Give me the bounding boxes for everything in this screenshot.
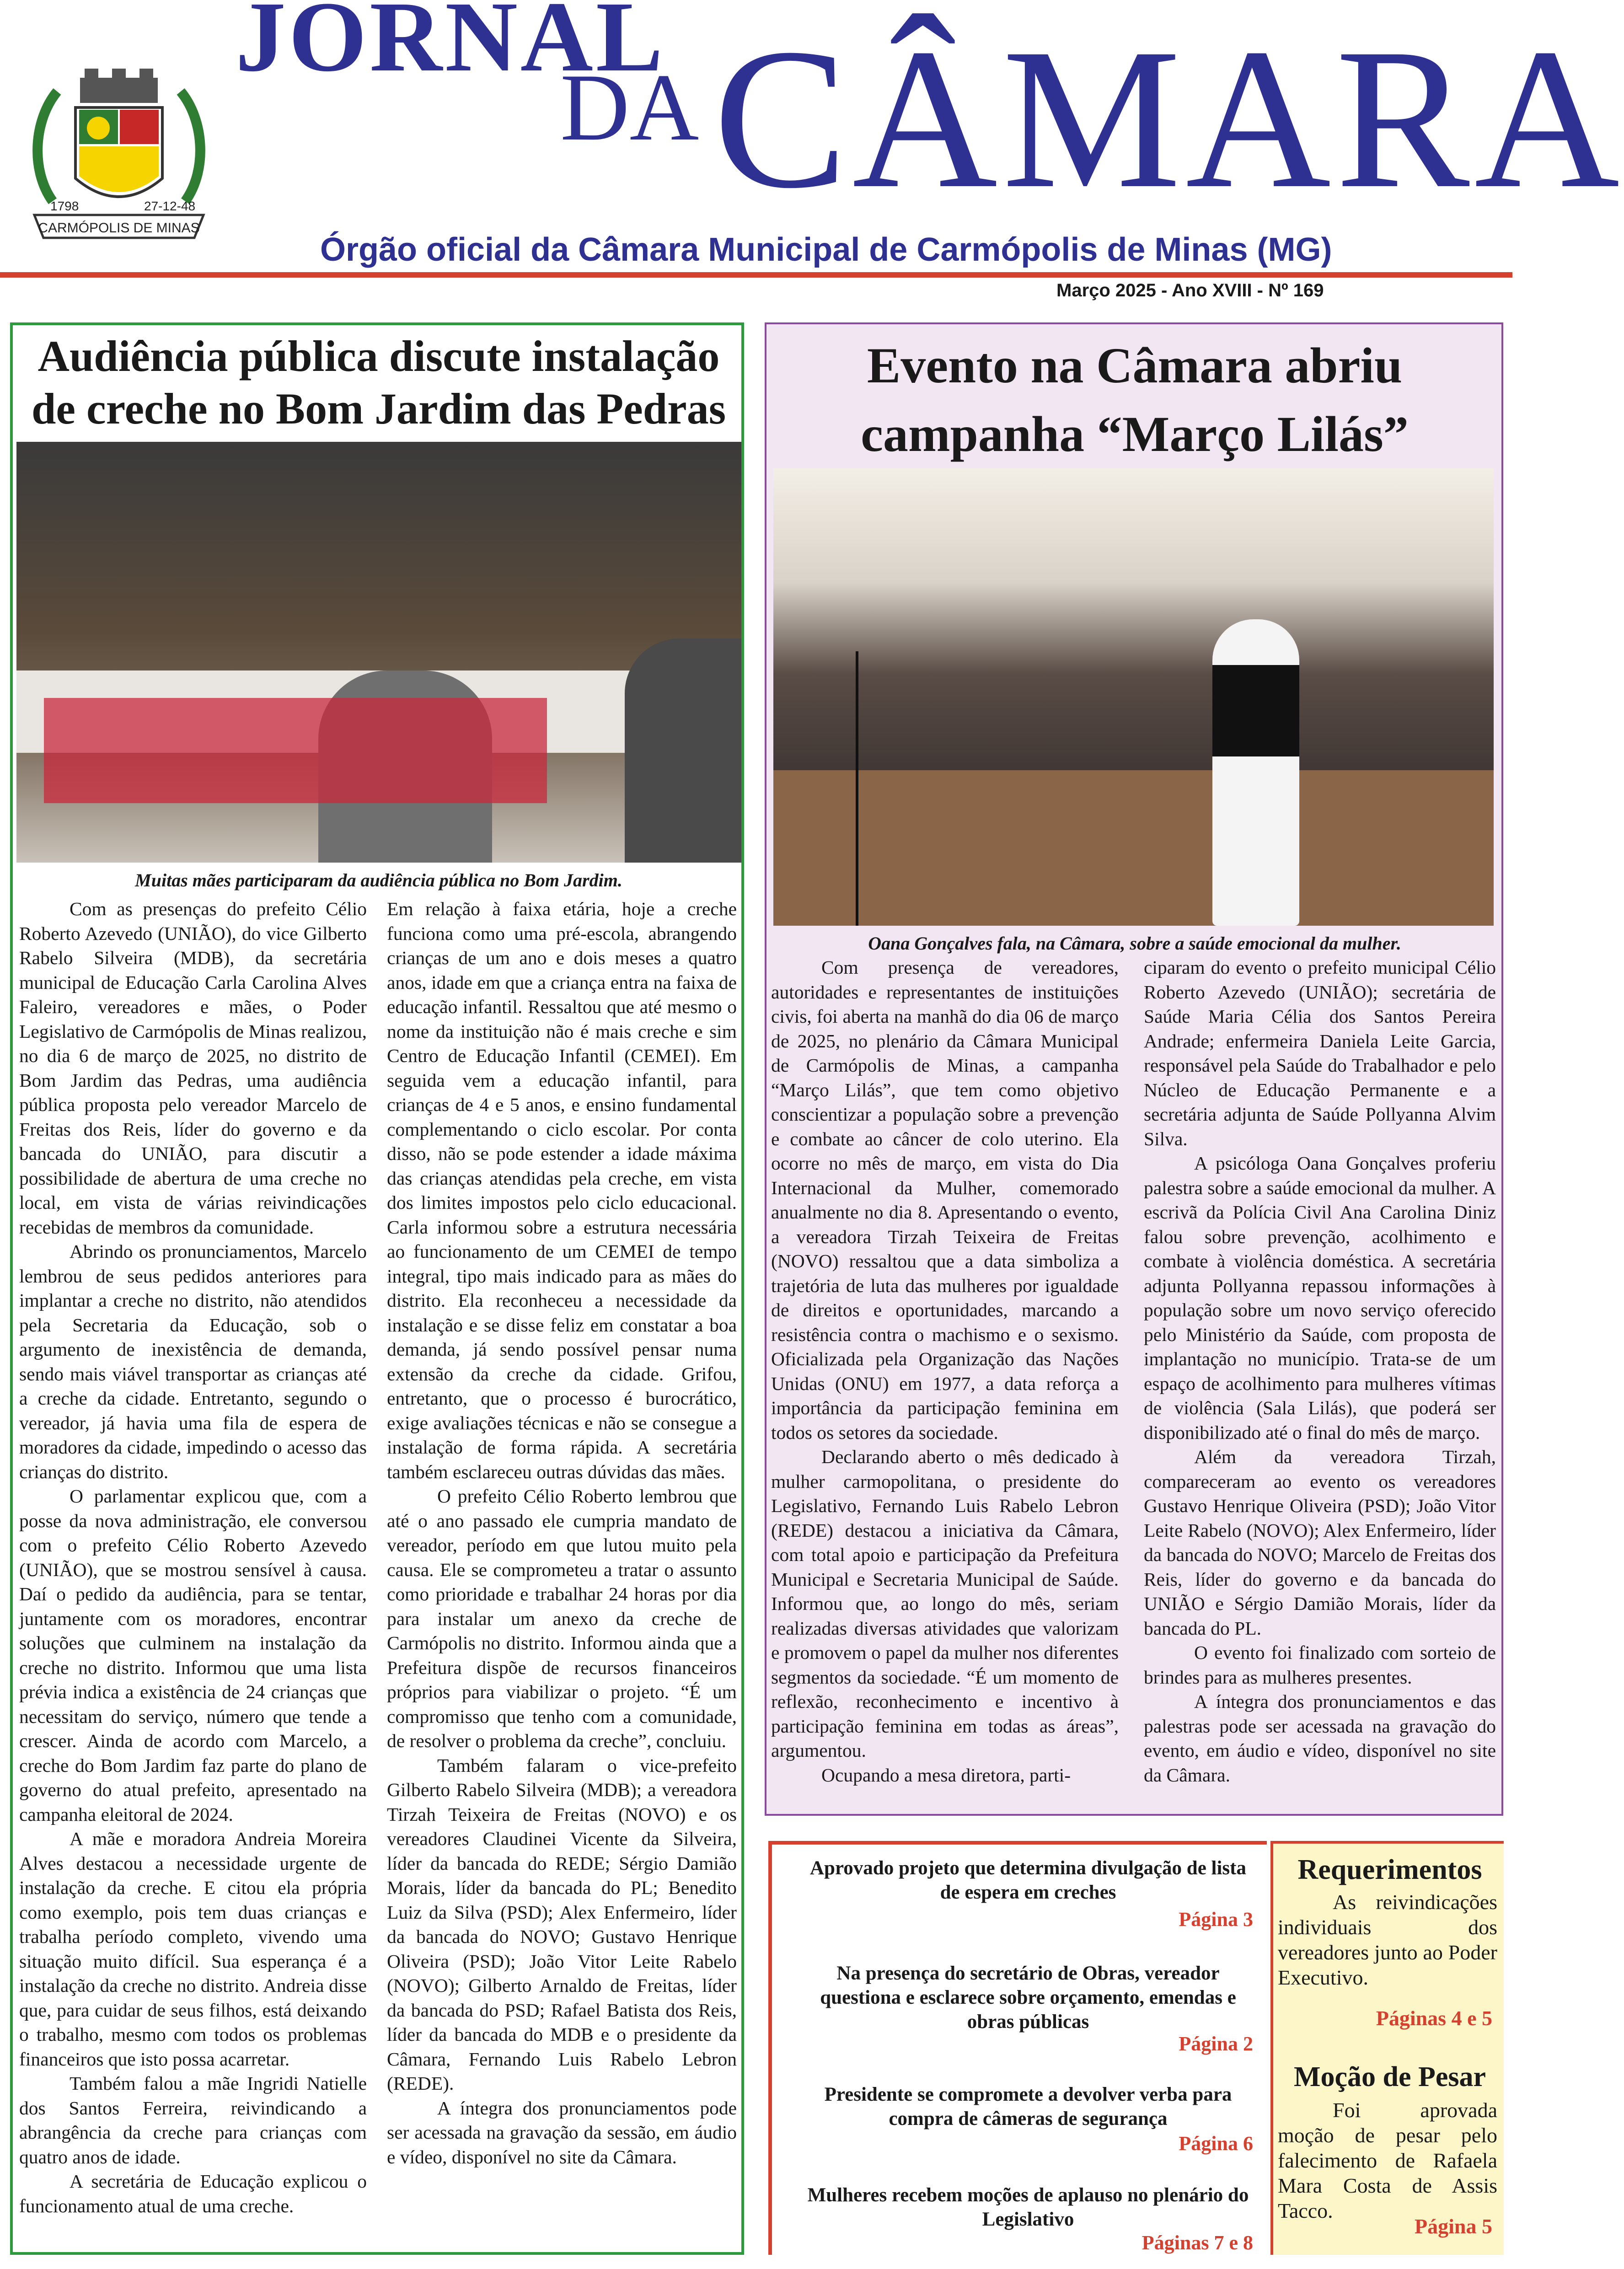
brief-page-ref[interactable]: Página 6 <box>1179 2132 1253 2155</box>
paragraph: Ocupando a mesa diretora, parti- <box>821 1764 1071 1786</box>
mocao-page-ref[interactable]: Página 5 <box>1415 2215 1492 2238</box>
issue-info: Março 2025 - Ano XVIII - Nº 169 <box>1056 280 1324 300</box>
paragraph: O evento foi finalizado com sorteio de brindes para as mulheres presentes. <box>1144 1642 1496 1688</box>
brief-page-ref[interactable]: Página 3 <box>1179 1908 1253 1931</box>
svg-text:1798: 1798 <box>50 199 79 213</box>
paragraph: Também falou a mãe Ingridi Natielle dos Santos Ferreira, reivindicando a abrangência da creche para crianças com quatro anos de idade. <box>19 2073 367 2167</box>
left-article-caption: Muitas mães participaram da audiência pública no Bom Jardim. <box>135 870 622 890</box>
briefs-box <box>768 1841 1267 2255</box>
paragraph: O parlamentar explicou que, com a posse da nova administração, ele conversou com o prefeito Célio Roberto Azevedo (UNIÃO), que se mostrou sensível à causa. Daí o pedido da audiência, para se tentar, juntamente com os moradores, encontrar soluções que culminem na instalação da creche no distrito. Informou que uma lista prévia indica a existência de 24 crianças que necessitam do serviço, número que tende a crescer. Ainda de acordo com Marcelo, a creche do Bom Jardim faz parte do plano de governo do atual prefeito, apresentado na campanha eleitoral de 2024. <box>19 1486 367 1825</box>
brief-headline[interactable]: Aprovado projeto que determina divulgação de lista de espera em creches <box>810 1857 1246 1903</box>
masthead-title-jornal: JORNAL <box>236 0 666 92</box>
svg-text:CARMÓPOLIS DE MINAS: CARMÓPOLIS DE MINAS <box>38 220 200 236</box>
brief-headline[interactable]: Mulheres recebem moções de aplauso no plenário do Legislativo <box>807 2184 1249 2230</box>
right-article-box <box>765 322 1503 1816</box>
left-article-column-2 <box>387 897 737 2169</box>
requerimentos-page-ref[interactable]: Páginas 4 e 5 <box>1376 2006 1492 2030</box>
right-article-caption: Oana Gonçalves fala, na Câmara, sobre a saúde emocional da mulher. <box>868 933 1401 954</box>
right-article-column-2 <box>1144 955 1496 1787</box>
paragraph: Com as presenças do prefeito Célio Roberto Azevedo (UNIÃO), do vice Gilberto Rabelo Silveira (MDB), da secretária municipal de Educação Carla Carolina Alves Faleiro, vereadores e mães, o Poder Legislativo de Carmópolis de Minas realizou, no dia 6 de março de 2025, no distrito de Bom Jardim das Pedras, uma audiência pública proposta pelo vereador Marcelo de Freitas dos Reis, líder do governo e da bancada do UNIÃO, para discutir a possibilidade de abertura de uma creche no local, em vista de várias reivindicações recebidas de membros da comunidade. <box>19 898 367 1238</box>
paragraph: A íntegra dos pronunciamentos pode ser acessada na gravação da sessão, em áudio e vídeo, disponível no site da Câmara. <box>387 2097 737 2167</box>
paragraph: Abrindo os pronunciamentos, Marcelo lembrou de seus pedidos anteriores para implantar a creche no distrito, não atendidos pela Secretaria da Educação, sob o argumento de inexistência de demanda, sendo mais viável transportar as crianças até a creche da cidade. Entretanto, segundo o vereador, já havia uma fila de espera de moradores da cidade, impedindo o acesso das crianças do distrito. <box>19 1241 367 1482</box>
sidebar-box <box>1270 1841 1504 2255</box>
paragraph: A íntegra dos pronunciamentos e das palestras pode ser acessada na gravação do evento, em áudio e vídeo, disponível no site da Câmara. <box>1144 1691 1496 1786</box>
mocao-text: Foi aprovada moção de pesar pelo falecimento de Rafaela Mara Costa de Assis Tacco. <box>1278 2098 1497 2222</box>
left-article-headline: Audiência pública discute instalação de creche no Bom Jardim das Pedras <box>31 332 726 433</box>
brief-page-ref[interactable]: Página 2 <box>1179 2033 1253 2055</box>
svg-text:27-12-48: 27-12-48 <box>144 199 196 213</box>
municipal-crest-icon <box>25 64 213 265</box>
paragraph: Declarando aberto o mês dedicado à mulher carmopolitana, o presidente do Legislativo, Fernando Luis Rabelo Lebron (REDE) destacou a iniciativa da Câmara, com total apoio e participação da Prefeitura Municipal e Secretaria Municipal de Saúde. Informou que, ao longo do mês, seriam realizadas diversas atividades que valorizam e promovem o papel da mulher nos diferentes segmentos da sociedade. “É um momento de reflexão, reconhecimento e incentivo à participação feminina em todas as áreas”, argumentou. <box>771 1446 1119 1761</box>
right-article-photo <box>773 468 1494 926</box>
left-article-box <box>10 322 744 2255</box>
masthead-title-camara: CÂMARA <box>713 7 1624 230</box>
requerimentos-title: Requerimentos <box>1297 1854 1482 1885</box>
requerimentos-text: As reivindicações individuais dos vereadores junto ao Poder Executivo. <box>1278 1890 1497 1989</box>
right-article-column-1 <box>771 955 1119 1787</box>
brief-page-ref[interactable]: Páginas 7 e 8 <box>1142 2231 1253 2254</box>
paragraph: A mãe e moradora Andreia Moreira Alves destacou a necessidade urgente de instalação da creche. E citou ela própria como exemplo, pois tem duas crianças e trabalha período completo, vivendo uma situação muito difícil. Sua esperança é a instalação da creche no distrito. Andreia disse que, para cuidar de seus filhos, está deixando o trabalho, mesmo com todos os problemas financeiros que isto possa acarretar. <box>19 1828 367 2070</box>
paragraph: O prefeito Célio Roberto lembrou que até o ano passado ele cumpria mandato de vereador, período em que lutou muito pela causa. Ele se comprometeu a tratar o assunto como prioridade e trabalhar 24 horas por dia para instalar um anexo da creche de Carmópolis no distrito. Informou ainda que a Prefeitura dispõe de recursos financeiros próprios para viabilizar o projeto. “É um compromisso que tenho com a comunidade, de resolver o problema da creche”, concluiu. <box>387 1486 737 1751</box>
paragraph: Em relação à faixa etária, hoje a creche funciona como uma pré-escola, abrangendo crianças de um ano e dois meses a quatro anos, idade em que a criança entra na faixa de educação infantil. Ressaltou que até mesmo o nome da instituição não é mais creche e sim Centro de Educação Infantil (CEMEI). Em seguida vem a educação infantil, para crianças de 4 e 5 anos, e ensino fundamental complementando o ciclo escolar. Por conta disso, não se pode estender a idade máxima das crianças atendidas pela creche, em vista dos limites impostos pelo ciclo educacional. Carla informou sobre a estrutura necessária ao funcionamento de um CEMEI de tempo integral, tipo mais indicado para as mães do distrito. Ela reconheceu a necessidade da instalação e se disse feliz em constatar a boa demanda, já sendo possível pensar numa extensão da creche da cidade. Grifou, entretanto, que o processo é burocrático, exige avaliações técnicas e não se consegue a instalação de forma rápida. A secretária também esclareceu outras dúvidas das mães. <box>387 898 737 1482</box>
left-article-photo <box>16 442 741 863</box>
paragraph: A secretária de Educação explicou o funcionamento atual de uma creche. <box>19 2171 367 2216</box>
brief-headline[interactable]: Presidente se compromete a devolver verba para compra de câmeras de segurança <box>824 2084 1232 2130</box>
masthead-subtitle: Órgão oficial da Câmara Municipal de Carmópolis de Minas (MG) <box>320 231 1332 268</box>
paragraph: Além da vereadora Tirzah, compareceram ao evento os vereadores Gustavo Henrique Oliveira (PSD); João Vitor Leite Rabelo (NOVO); Alex Enfermeiro, líder da bancada do NOVO; Marcelo de Freitas dos Reis, líder do governo e da bancada do UNIÃO e Sérgio Damião Morais, líder da bancada do PL. <box>1144 1446 1496 1639</box>
masthead-rule <box>0 272 1512 278</box>
left-article-column-1 <box>19 897 367 2218</box>
paragraph: Também falaram o vice-prefeito Gilberto Rabelo Silveira (MDB); a vereadora Tirzah Teixeira de Freitas (NOVO) e os vereadores Claudinei Vicente da Silveira, líder da bancada do REDE; Sérgio Damião Morais, líder da bancada do PL; Benedito Luiz da Silva (PSD); Alex Enfermeiro, líder da bancada do NOVO; Gustavo Henrique Oliveira (PSD); João Vitor Leite Rabelo (NOVO); Gilberto Arnaldo de Freitas, líder da bancada do PSD; Rafael Batista dos Reis, líder da bancada do MDB e o presidente da Câmara, Fernando Luis Rabelo Lebron (REDE). <box>387 1754 737 2094</box>
paragraph: Com presença de vereadores, autoridades e representantes de instituições civis, foi aberta na manhã do dia 06 de março de 2025, no plenário da Câmara Municipal de Carmópolis de Minas, a campanha “Março Lilás”, que tem como objetivo conscientizar a população sobre a prevenção e combate ao câncer de colo uterino. Ela ocorre no mês de março, em vista do Dia Internacional da Mulher, comemorado anualmente no dia 8. Apresentando o evento, a vereadora Tirzah Teixeira de Freitas (NOVO) ressaltou que a data simboliza a trajetória de luta das mulheres por igualdade de direitos e oportunidades, marcando a resistência contra o machismo e o sexismo. Oficializada pela Organização das Nações Unidas (ONU) em 1977, a data reforça a importância da participação feminina em todos os setores da sociedade. <box>771 957 1119 1443</box>
brief-headline[interactable]: Na presença do secretário de Obras, vereador questiona e esclarece sobre orçamento, emendas e obras públicas <box>820 1963 1236 2033</box>
paragraph: A psicóloga Oana Gonçalves proferiu palestra sobre a saúde emocional da mulher. A escrivã da Polícia Civil Ana Carolina Diniz falou sobre prevenção, acolhimento e combate à violência doméstica. A secretária adjunta Pollyanna repassou informações à população sobre um novo serviço oferecido pelo Ministério da Saúde, com proposta de implantação no município. Trata-se de um espaço de acolhimento para mulheres vítimas de violência (Sala Lilás), que poderá ser disponibilizado até o final do mês de março. <box>1144 1153 1496 1443</box>
masthead-title-da: DA <box>560 54 699 161</box>
paragraph: ciparam do evento o prefeito municipal Célio Roberto Azevedo (UNIÃO); secretária de Saúde Maria Célia dos Santos Pereira Andrade; enfermeira Daniela Leite Garcia, responsável pela Saúde do Trabalhador e pelo Núcleo de Educação Permanente e a secretária adjunta de Saúde Pollyanna Alvim Silva. <box>1144 957 1496 1149</box>
mocao-title: Moção de Pesar <box>1293 2061 1486 2092</box>
right-article-headline: Evento na Câmara abriu campanha “Março Lilás” <box>861 338 1409 462</box>
